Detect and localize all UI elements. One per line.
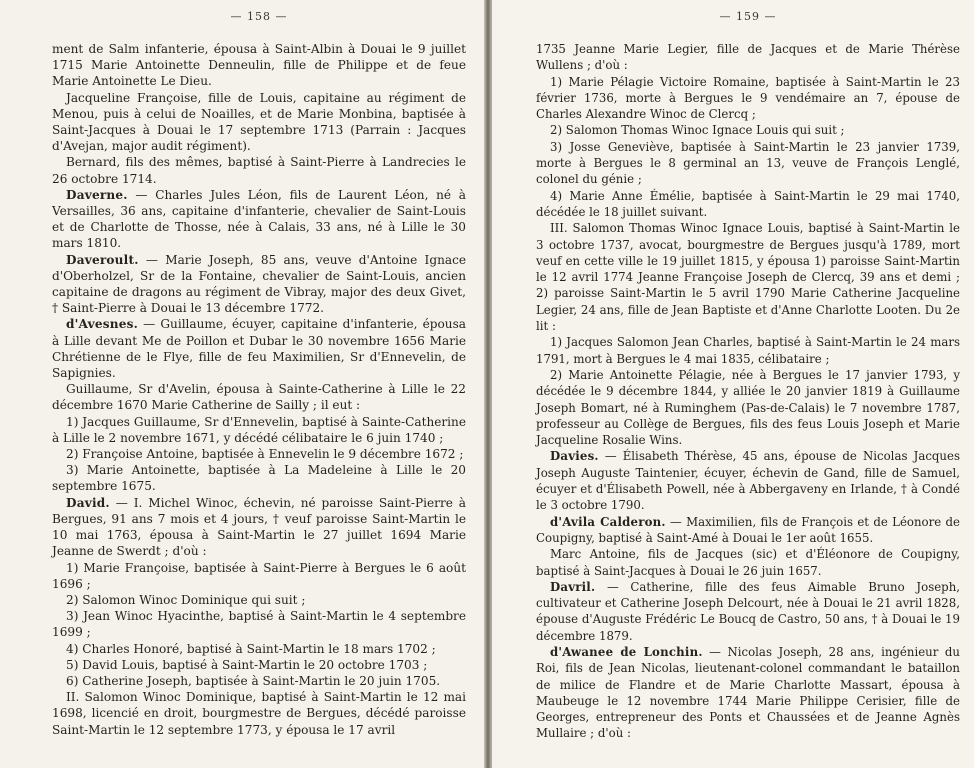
paragraph-text: 3) Josse Geneviève, baptisée à Saint-Martin le 23 janvier 1739, morte à Bergues le 8 germinal an 13, veuve de François Lenglé, colonel du génie ; (536, 139, 960, 187)
paragraph-text: — Maximilien, fils de François et de Léonore de Coupigny, baptisé à Saint-Amé à Douai le 1er août 1655. (536, 514, 960, 545)
paragraph (52, 252, 466, 317)
paragraph-text: 1) Marie Pélagie Victoire Romaine, baptisée à Saint-Martin le 23 février 1736, morte à Bergues le 9 vendémaire an 7, épouse de Charles Alexandre Winoc de Clercq ; (536, 74, 960, 122)
paragraph (52, 689, 466, 738)
paragraph (52, 381, 466, 413)
paragraph-text: Guillaume, Sr d'Avelin, épousa à Sainte-Catherine à Lille le 22 décembre 1670 Marie Catherine de Sailly ; il eut : (52, 382, 466, 413)
paragraph (52, 495, 466, 560)
paragraph (52, 641, 466, 657)
paragraph-text: 3) Jean Winoc Hyacinthe, baptisé à Saint-Martin le 4 septembre 1699 ; (52, 609, 466, 640)
page-number-left: — 158 — (230, 10, 288, 23)
paragraph-text: 2) Marie Antoinette Pélagie, née à Bergues le 17 janvier 1793, y décédée le 9 décembre 1844, y alliée le 20 janvier 1819 à Guillaume Joseph Bomart, né à Ruminghem (Pas-de-Calais) le 7 novembre 1787, professeur au Collège de Bergues, fils des feus Louis Joseph et Marie Jacqueline Rosalie Wins. (536, 367, 960, 448)
paragraph (536, 644, 960, 742)
paragraph-text: Jacqueline Françoise, fille de Louis, capitaine au régiment de Menou, puis à celui de Noailles, et de Marie Monbina, baptisée à Saint-Jacques à Douai le 17 septembre 1713 (Parrain : Jacques d'Avejan, major audit régiment). (52, 90, 466, 154)
paragraph-text: 3) Marie Antoinette, baptisée à La Madeleine à Lille le 20 septembre 1675. (52, 463, 466, 494)
paragraph (52, 673, 466, 689)
entry-surname: d'Avila Calderon. (550, 514, 666, 529)
paragraph-text: 1735 Jeanne Marie Legier, fille de Jacques et de Marie Thérèse Wullens ; d'où : (536, 42, 960, 73)
page-number-right: — 159 — (719, 10, 777, 23)
paragraph-text: 1) Jacques Guillaume, Sr d'Ennevelin, baptisé à Sainte-Catherine à Lille le 2 novembre 1671, y décédé célibataire le 6 juin 1740 ; (52, 414, 466, 445)
paragraph-text: — Marie Joseph, 85 ans, veuve d'Antoine Ignace d'Oberholzel, Sr de la Fontaine, chevalier de Saint-Louis, ancien capitaine de dragons au régiment de Vibray, major des deux Givet, † Saint-Pierre à Douai le 13 décembre 1772. (52, 252, 466, 316)
paragraph (536, 220, 960, 334)
paragraph (52, 657, 466, 673)
paragraph-text: 5) David Louis, baptisé à Saint-Martin le 20 octobre 1703 ; (66, 657, 428, 672)
paragraph (52, 316, 466, 381)
paragraph (536, 74, 960, 123)
paragraph-text: — I. Michel Winoc, échevin, né paroisse Saint-Pierre à Bergues, 91 ans 7 mois et 4 jours, † veuf paroisse Saint-Martin le 10 mai 1763, épousa à Saint-Martin le 27 juillet 1694 Marie Jeanne de Swerdt ; d'où : (52, 495, 466, 559)
paragraph (536, 334, 960, 367)
paragraph (52, 414, 466, 446)
paragraph-text: — Guillaume, écuyer, capitaine d'infanterie, épousa à Lille devant Me de Poillon et Dubar le 30 novembre 1656 Marie Chrétienne de le Flye, fille de feu Maximilien, Sr d'Ennevelin, de Sapignies. (52, 317, 466, 381)
paragraph-text: 1) Jacques Salomon Jean Charles, baptisé à Saint-Martin le 24 mars 1791, mort à Bergues le 4 mai 1835, célibataire ; (536, 335, 960, 366)
paragraph (536, 122, 960, 138)
paragraph (52, 462, 466, 494)
paragraph-text: 4) Charles Honoré, baptisé à Saint-Martin le 18 mars 1702 ; (66, 641, 436, 656)
paragraph (52, 592, 466, 608)
paragraph-text: — Nicolas Joseph, 28 ans, ingénieur du Roi, fils de Jean Nicolas, lieutenant-colonel commandant le bataillon de milice de Flandre et de Marie Charlotte Massart, épousa à Maubeuge le 12 novembre 1744 Marie Philippe Cerisier, fille de Georges, entrepreneur des Ponts et Chaussées et de Jeanne Agnès Mullaire ; d'où : (536, 644, 960, 741)
left-page (0, 0, 486, 768)
entry-surname: Davril. (550, 579, 596, 594)
paragraph-text: 2) Salomon Thomas Winoc Ignace Louis qui suit ; (550, 123, 845, 138)
right-page-text (536, 41, 960, 742)
entry-surname: d'Awanee de Lonchin. (550, 644, 703, 659)
right-page (492, 0, 974, 768)
paragraph (52, 90, 466, 155)
paragraph-text: — Élisabeth Thérèse, 45 ans, épouse de Nicolas Jacques Joseph Auguste Taintenier, écuyer, échevin de Gand, fille de Samuel, écuyer et d'Élisabeth Powell, née à Abbergaveny en Irlande, † à Condé le 3 octobre 1790. (536, 449, 960, 513)
paragraph (52, 446, 466, 462)
paragraph-text: Bernard, fils des mêmes, baptisé à Saint-Pierre à Landrecies le 26 octobre 1714. (52, 155, 466, 186)
paragraph-text: — Catherine, fille des feus Aimable Bruno Joseph, cultivateur et Catherine Joseph Delcourt, née à Douai le 21 avril 1828, épouse d'Auguste Frédéric Le Boucq de Castro, 50 ans, † à Douai le 19 décembre 1879. (536, 579, 960, 643)
paragraph (52, 608, 466, 640)
entry-surname: Davies. (550, 449, 599, 464)
paragraph-text: — Charles Jules Léon, fils de Laurent Léon, né à Versailles, 36 ans, capitaine d'infanterie, chevalier de Saint-Louis et de Charlotte de Thosse, née à Calais, 33 ans, né à Lille le 30 mars 1810. (52, 187, 466, 251)
paragraph (536, 546, 960, 579)
entry-surname: David. (66, 495, 110, 510)
paragraph (52, 560, 466, 592)
left-page-text (52, 41, 466, 738)
paragraph (52, 41, 466, 90)
paragraph-text: 2) Salomon Winoc Dominique qui suit ; (66, 592, 306, 607)
paragraph-text: 6) Catherine Joseph, baptisée à Saint-Martin le 20 juin 1705. (66, 673, 441, 688)
paragraph-text: Marc Antoine, fils de Jacques (sic) et d'Éléonore de Coupigny, baptisé à Saint-Jacques à Douai le 26 juin 1657. (536, 547, 960, 578)
paragraph (536, 188, 960, 221)
entry-surname: d'Avesnes. (66, 317, 139, 332)
paragraph (536, 448, 960, 513)
paragraph-text: ment de Salm infanterie, épousa à Saint-Albin à Douai le 9 juillet 1715 Marie Antoinette Denneulin, fille de Philippe et de feue Marie Antoinette Le Dieu. (52, 42, 466, 89)
paragraph (536, 139, 960, 188)
paragraph (536, 579, 960, 644)
paragraph (536, 514, 960, 547)
paragraph-text: 4) Marie Anne Émélie, baptisée à Saint-Martin le 29 mai 1740, décédée le 18 juillet suivant. (536, 188, 960, 219)
paragraph (536, 367, 960, 448)
paragraph-text: 2) Françoise Antoine, baptisée à Ennevelin le 9 décembre 1672 ; (66, 447, 464, 462)
paragraph-text: 1) Marie Françoise, baptisée à Saint-Pierre à Bergues le 6 août 1696 ; (52, 560, 466, 591)
paragraph-text: III. Salomon Thomas Winoc Ignace Louis, baptisé à Saint-Martin le 3 octobre 1737, avocat, bourgmestre de Bergues jusqu'à 1789, mort veuf en cette ville le 19 juillet 1815, y épousa 1) paroisse Saint-Martin le 12 avril 1774 Jeanne Françoise Joseph de Clercq, 39 ans et demi ; 2) paroisse Saint-Martin le 5 avril 1790 Marie Catherine Jacqueline Legier, 24 ans, fille de Jean Baptiste et d'Anne Charlotte Looten. Du 2e lit : (536, 221, 960, 334)
paragraph (536, 41, 960, 74)
paragraph (52, 154, 466, 186)
paragraph (52, 187, 466, 252)
entry-surname: Daverne. (66, 187, 128, 202)
entry-surname: Daveroult. (66, 252, 139, 267)
paragraph-text: II. Salomon Winoc Dominique, baptisé à Saint-Martin le 12 mai 1698, licencié en droit, bourgmestre de Bergues, décédé paroisse Saint-Martin le 12 septembre 1773, y épousa le 17 avril (52, 690, 466, 737)
